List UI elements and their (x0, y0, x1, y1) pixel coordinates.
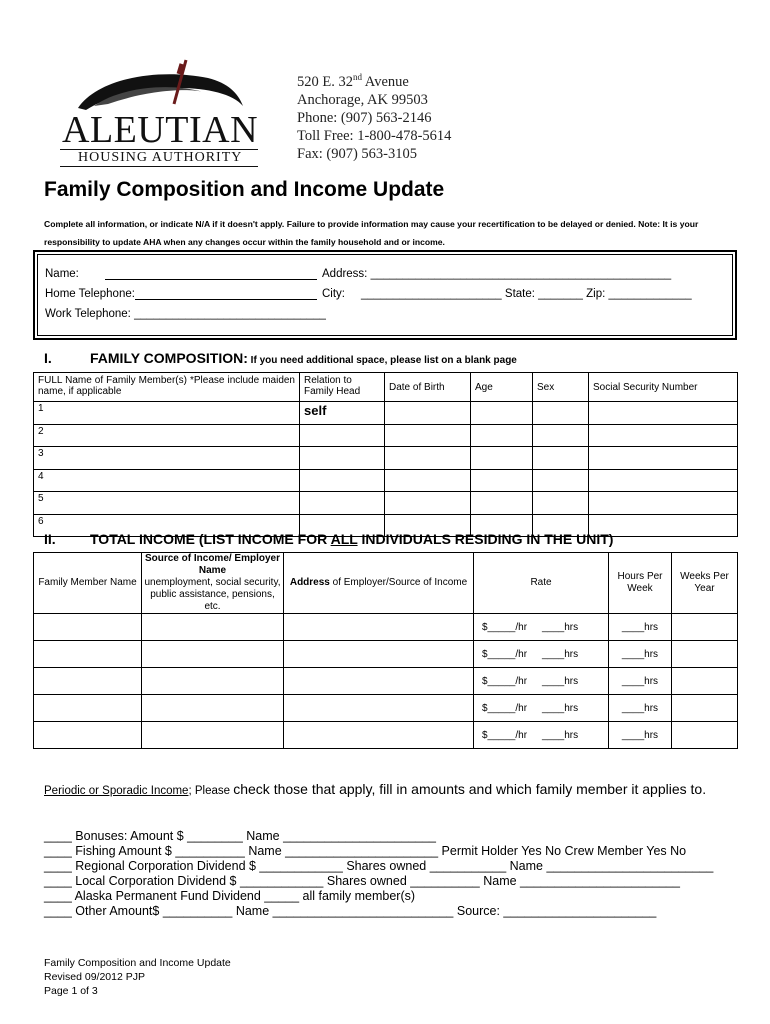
work-telephone-field[interactable]: Work Telephone: ______________________________ (45, 308, 326, 320)
city-label: City: (322, 288, 345, 300)
applicant-info-box (33, 250, 737, 340)
rate-hours-value: ____hrs (542, 675, 579, 687)
row-number: 2 (38, 425, 44, 437)
source-cell[interactable] (142, 695, 284, 722)
employer-address-cell[interactable] (284, 641, 474, 668)
hours-cell[interactable]: ____hrs (609, 668, 672, 695)
age-cell[interactable] (471, 447, 533, 470)
weeks-cell[interactable] (672, 641, 738, 668)
section1-heading: FAMILY COMPOSITION: If you need additional space, please list on a blank page (90, 350, 517, 366)
home-telephone-field[interactable] (135, 289, 317, 300)
regional-corp-dividend-line[interactable]: ____ Regional Corporation Dividend $ ____________ Shares owned ___________ Name ________________________ (44, 859, 714, 873)
member-name-cell[interactable] (34, 695, 142, 722)
row-number: 4 (38, 470, 44, 482)
income-row (34, 695, 738, 722)
row-number: 5 (38, 493, 44, 504)
name-label: Name: (45, 268, 79, 280)
rate-hours-value: ____hrs (542, 648, 579, 660)
logo (38, 58, 278, 170)
header-dob: Date of Birth (385, 373, 471, 402)
member-name-cell[interactable] (34, 614, 142, 641)
fishing-line[interactable]: ____ Fishing Amount $ __________ Name ______________________ Permit Holder Yes No Crew Member Yes No (44, 844, 687, 858)
relation-cell[interactable] (300, 424, 385, 447)
org-city: Anchorage, AK 99503 (297, 91, 428, 108)
logo-subtitle: HOUSING AUTHORITY (78, 150, 243, 165)
dob-cell[interactable] (385, 447, 471, 470)
footer-page: Page 1 of 3 (44, 985, 98, 997)
section1-number: I. (44, 350, 52, 366)
intro-text: Complete all information, or indicate N/A if it doesn't apply. Failure to provide information may cause your recertification to be delayed or denied. Note: It is your responsibility to update AHA when any changes occur within the family household and or income. (44, 219, 699, 247)
rate-value: $_____/hr (482, 648, 528, 660)
weeks-cell[interactable] (672, 614, 738, 641)
employer-address-cell[interactable] (284, 668, 474, 695)
age-cell[interactable] (471, 492, 533, 515)
page-title: Family Composition and Income Update (44, 178, 445, 201)
footer-title: Family Composition and Income Update (44, 957, 231, 969)
other-amount-line[interactable]: ____ Other Amount$ __________ Name __________________________ Source: ______________________ (44, 904, 657, 918)
relation-cell[interactable] (300, 469, 385, 492)
sex-cell[interactable] (533, 447, 589, 470)
sex-cell[interactable] (533, 424, 589, 447)
income-row (34, 668, 738, 695)
relation-cell[interactable] (300, 447, 385, 470)
dob-cell[interactable] (385, 469, 471, 492)
footer-revision: Revised 09/2012 PJP (44, 971, 145, 983)
name-field[interactable] (105, 269, 317, 280)
rate-value: $_____/hr (482, 675, 528, 687)
sex-cell[interactable] (533, 469, 589, 492)
employer-address-cell[interactable] (284, 695, 474, 722)
header-age: Age (471, 373, 533, 402)
income-row (34, 614, 738, 641)
ssn-cell[interactable] (589, 469, 738, 492)
income-row (34, 641, 738, 668)
age-cell[interactable] (471, 424, 533, 447)
relation-cell[interactable] (300, 492, 385, 515)
hours-cell[interactable]: ____hrs (609, 722, 672, 749)
bonuses-line[interactable]: ____ Bonuses: Amount $ ________ Name ______________________ (44, 829, 437, 843)
hours-cell[interactable]: ____hrs (609, 641, 672, 668)
sex-cell[interactable] (533, 492, 589, 515)
weeks-cell[interactable] (672, 668, 738, 695)
family-member-row (34, 469, 738, 492)
hours-cell[interactable]: ____hrs (609, 695, 672, 722)
ssn-cell[interactable] (589, 402, 738, 425)
hours-cell[interactable]: ____hrs (609, 614, 672, 641)
rate-cell[interactable] (474, 668, 609, 695)
employer-address-cell[interactable] (284, 722, 474, 749)
member-name-cell[interactable] (34, 492, 300, 515)
header-address: Address of Employer/Source of Income (284, 553, 474, 614)
income-table-header (34, 553, 738, 614)
ssn-cell[interactable] (589, 424, 738, 447)
rate-value: $_____/hr (482, 621, 528, 633)
header-full-name: FULL Name of Family Member(s) *Please include maiden name, if applicable (34, 373, 300, 402)
rate-cell[interactable] (474, 614, 609, 641)
row-number: 3 (38, 448, 44, 459)
header-sex: Sex (533, 373, 589, 402)
member-name-cell[interactable] (34, 402, 300, 425)
periodic-income-instructions: Periodic or Sporadic Income; Please check those that apply, fill in amounts and which family member it applies to. (44, 781, 707, 797)
header-rate: Rate (474, 553, 609, 614)
age-cell[interactable] (471, 402, 533, 425)
rate-hours-value: ____hrs (542, 702, 579, 714)
member-name-cell[interactable] (34, 668, 142, 695)
header-ssn: Social Security Number (589, 373, 738, 402)
family-member-row (34, 424, 738, 447)
org-phone: Phone: (907) 563-2146 (297, 109, 432, 126)
org-address-block (297, 68, 451, 163)
local-corp-dividend-line[interactable]: ____ Local Corporation Dividend $ ____________ Shares owned __________ Name _______________________ (44, 874, 680, 888)
row-number: 6 (38, 515, 44, 527)
rate-hours-value: ____hrs (542, 729, 579, 741)
member-name-cell[interactable] (34, 447, 300, 470)
source-cell[interactable] (142, 614, 284, 641)
sex-cell[interactable] (533, 402, 589, 425)
header-source: Source of Income/ Employer Name unemployment, social security, public assistance, pensions, etc. (142, 553, 284, 614)
header-hours: Hours Per Week (609, 553, 672, 614)
rate-cell[interactable] (474, 695, 609, 722)
source-cell[interactable] (142, 641, 284, 668)
city-state-zip-field[interactable]: ______________________ State: _______ Zip: _____________ (361, 288, 692, 300)
org-street: 520 E. 32nd Avenue (297, 72, 409, 90)
section2-number: II. (44, 531, 56, 547)
family-member-row (34, 402, 738, 425)
rate-cell[interactable] (474, 641, 609, 668)
rate-value: $_____/hr (482, 729, 528, 741)
age-cell[interactable] (471, 469, 533, 492)
dob-cell[interactable] (385, 402, 471, 425)
org-toll-free: Toll Free: 1-800-478-5614 (297, 127, 452, 144)
header-member-name: Family Member Name (34, 553, 142, 614)
dob-cell[interactable] (385, 424, 471, 447)
member-name-cell[interactable] (34, 641, 142, 668)
weeks-cell[interactable] (672, 695, 738, 722)
pfd-line[interactable]: ____ Alaska Permanent Fund Dividend _____ all family member(s) (44, 889, 416, 903)
ssn-cell[interactable] (589, 447, 738, 470)
relation-cell[interactable]: self (300, 402, 385, 425)
logo-rule-bottom (60, 166, 258, 167)
page-footer (44, 956, 231, 998)
family-table-header (34, 373, 738, 402)
total-income-table (33, 552, 738, 749)
family-composition-table (33, 372, 738, 537)
dob-cell[interactable] (385, 492, 471, 515)
home-telephone-label: Home Telephone: (45, 288, 135, 300)
employer-address-cell[interactable] (284, 614, 474, 641)
section2-heading: TOTAL INCOME (LIST INCOME FOR ALL INDIVIDUALS RESIDING IN THE UNIT) (90, 531, 614, 547)
member-name-cell[interactable] (34, 469, 300, 492)
weeks-cell[interactable] (672, 722, 738, 749)
family-member-row (34, 492, 738, 515)
address-field[interactable]: Address: _______________________________________________ (322, 268, 672, 280)
logo-name: ALEUTIAN (62, 109, 259, 151)
income-row (34, 722, 738, 749)
source-cell[interactable] (142, 668, 284, 695)
header-relation: Relation to Family Head (300, 373, 385, 402)
periodic-income-list (44, 829, 713, 919)
ssn-cell[interactable] (589, 492, 738, 515)
member-name-cell[interactable] (34, 722, 142, 749)
header-weeks: Weeks Per Year (672, 553, 738, 614)
rate-hours-value: ____hrs (542, 621, 579, 633)
row-number: 1 (38, 403, 44, 414)
rate-value: $_____/hr (482, 702, 528, 714)
family-member-row (34, 447, 738, 470)
rate-cell[interactable] (474, 722, 609, 749)
source-cell[interactable] (142, 722, 284, 749)
org-fax: Fax: (907) 563-3105 (297, 145, 418, 162)
member-name-cell[interactable] (34, 424, 300, 447)
